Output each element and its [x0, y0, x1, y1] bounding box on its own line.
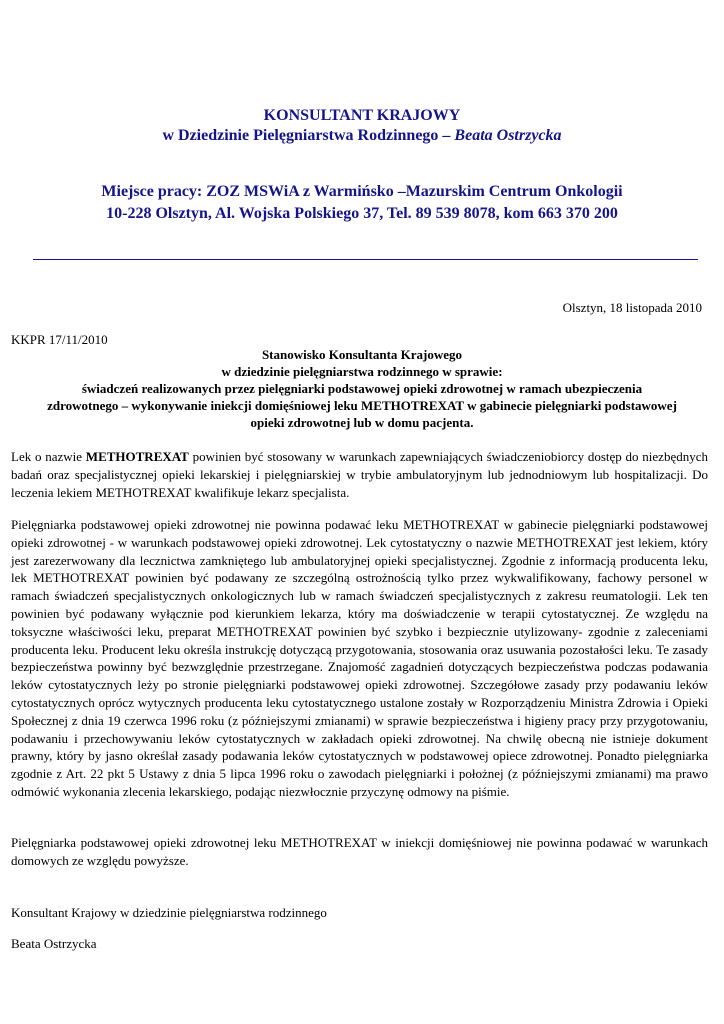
paragraph-3: Pielęgniarka podstawowej opieki zdrowotnej leku METHOTREXAT w iniekcji domięśniowej nie powinna podawać w warunkach domowych ze względu powyższe.	[11, 835, 708, 868]
title-line: świadczeń realizowanych przez pielęgniarki podstawowej opieki zdrowotnej w ramach ubezpieczenia	[81, 381, 643, 396]
paragraph-2: Pielęgniarka podstawowej opieki zdrowotnej nie powinna podawać leku METHOTREXAT w gabinecie pielęgniarki podstawowej opieki zdrowotnej - w warunkach podstawowej opieki zdrowotnej. Lek cytostatyczny o nazwie METHOTREXAT jest lekiem, który jest zarezerwowany dla lecznictwa zamkniętego lub ambulatoryjnej opieki specjalistycznej. Zgodnie z informacją producenta leku, lek METHOTREXAT powinien być podawany ze szczególną ostrożnością tylko przez wykwalifikowany, fachowy personel w ramach świadczeń specjalistycznych onkologicznych lub w ramach świadczeń specjalistycznych z zakresu reumatologii. Lek ten powinien być podawany wyłącznie pod kierunkiem lekarza, który ma doświadczenie w terapii cytostatycznej. Ze względu na toksyczne właściwości leku, preparat METHOTREXAT powinien być szybko i bezpiecznie utylizowany- zgodnie z zaleceniami producenta leku. Producent leku określa instrukcję dotyczącą przygotowania, stosowania oraz usuwania pozostałości leku. Te zasady bezpieczeństwa powinny być bezwzględnie przestrzegane. Znajomość zagadnień dotyczących bezpieczeństwa podczas podawania leków cytostatycznych leży po stronie pielęgniarki podstawowej opieki zdrowotnej. Szczegółowe zasady przy podawaniu leków cytostatycznych oprócz wytycznych producenta leku cytostatycznego ustalone zostały w Rozporządzeniu Ministra Zdrowia i Opieki Społecznej z dnia 19 czerwca 1996 roku (z późniejszymi zmianami) w sprawie bezpieczeństwa i higieny pracy przy przygotowaniu, podawaniu i przechowywaniu leków cytostatycznych w zakładach opieki zdrowotnej. Na chwilę obecną nie istnieje dokument prawny, który by jasno określał zasady podawania leków cytostatycznych w podstawowej opiece zdrowotnej. Ponadto pielęgniarka zgodnie z Art. 22 pkt 5 Ustawy z dnia 5 lipca 1996 roku o zawodach pielęgniarki i położnej (z późniejszymi zmianami) ma prawo odmówić wykonania zlecenia lekarskiego, podając niezwłocznie przyczynę odmowy na piśmie.	[11, 517, 708, 799]
title-line: w dziedzinie pielęgniarstwa rodzinnego w sprawie:	[221, 364, 503, 379]
header-subtitle-prefix: w Dziedzinie Pielęgniarstwa Rodzinnego –	[162, 127, 455, 144]
document-title	[0, 346, 724, 431]
footer-name: Beata Ostrzycka	[11, 936, 97, 951]
header-subtitle-name: Beata Ostrzycka	[454, 127, 562, 144]
header-subtitle	[0, 126, 724, 146]
document-date: Olsztyn, 18 listopada 2010	[562, 300, 702, 315]
header-divider	[33, 259, 698, 260]
document-reference: KKPR 17/11/2010	[11, 332, 108, 347]
drug-name: METHOTREXAT	[85, 449, 189, 464]
header-workplace: Miejsce pracy: ZOZ MSWiA z Warmińsko –Mazurskim Centrum Onkologii	[101, 183, 623, 200]
footer-role: Konsultant Krajowy w dziedzinie pielęgniarstwa rodzinnego	[11, 905, 327, 920]
header-address: 10-228 Olsztyn, Al. Wojska Polskiego 37, Tel. 89 539 8078, kom 663 370 200	[106, 205, 618, 222]
paragraph-1	[11, 448, 708, 501]
title-line: zdrowotnego – wykonywanie iniekcji domięśniowej leku METHOTREXAT w gabinecie pielęgniarki podstawowej	[47, 398, 677, 413]
title-line: opieki zdrowotnej lub w domu pacjenta.	[250, 415, 474, 430]
paragraph-1-rest: powinien być stosowany w warunkach zapewniających świadczeniobiorcy dostęp do niezbędnych badań oraz specjalistycznej opieki lekarskiej i pielęgniarskiej w trybie ambulatoryjnym lub jednodniowym lub hospitalizacji. Do leczenia lekiem METHOTREXAT kwalifikuje lekarz specjalista.	[11, 449, 708, 500]
header-title: KONSULTANT KRAJOWY	[263, 107, 461, 124]
paragraph-1-prefix: Lek o nazwie	[11, 449, 86, 464]
title-line: Stanowisko Konsultanta Krajowego	[261, 347, 463, 362]
